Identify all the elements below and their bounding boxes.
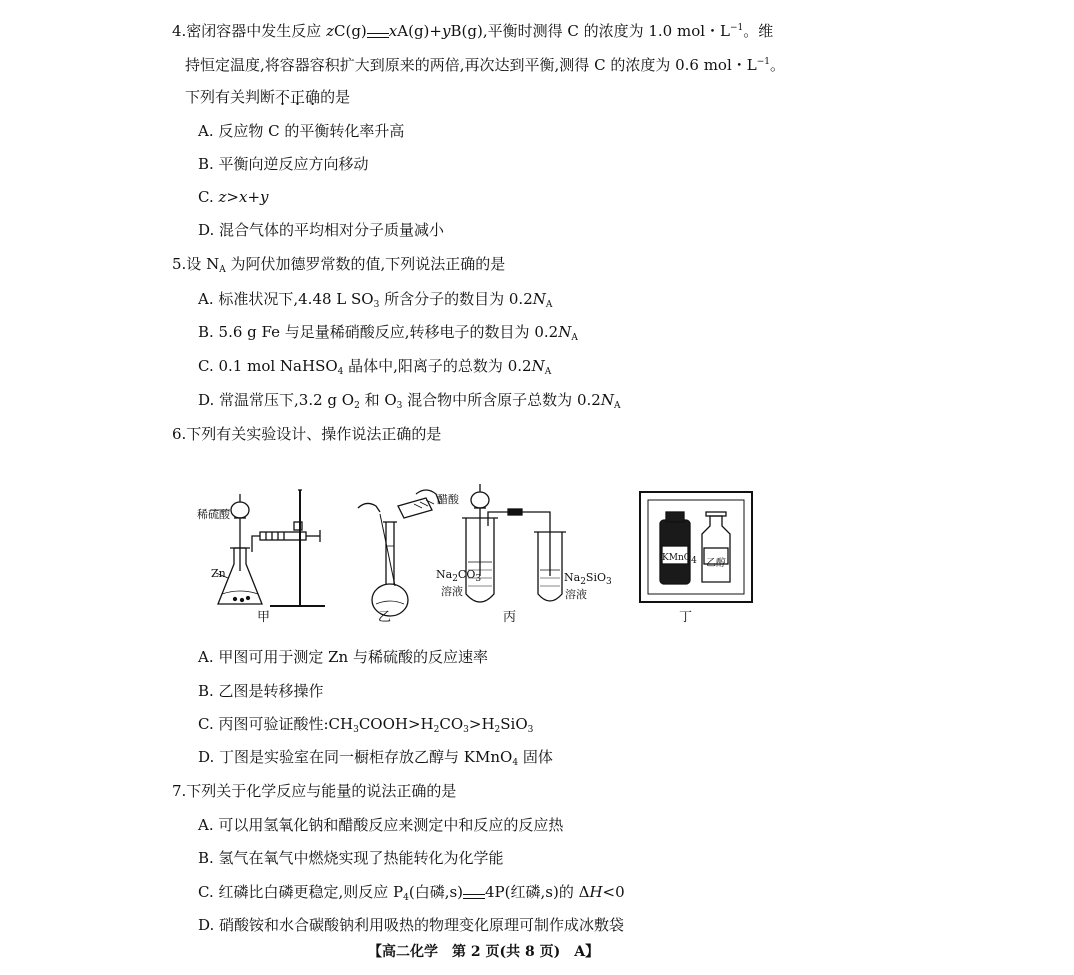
label-zn: Zn: [211, 567, 226, 580]
label-text: Na: [436, 568, 453, 581]
caption-yi: 乙: [378, 610, 392, 625]
q5-text: 5.设 N: [172, 255, 220, 273]
q7-stem: 7.下列关于化学反应与能量的说法正确的是: [172, 782, 457, 800]
subscript: 2: [494, 725, 501, 735]
apparatus-ding-icon: [640, 492, 752, 602]
subscript: 4: [691, 556, 697, 566]
label-acetic-acid: 醋酸: [437, 493, 459, 506]
q5-text: A. 标准状况下,4.48 L SO: [198, 290, 374, 308]
q4-option-c: [198, 187, 269, 207]
q6-option-c: [198, 714, 533, 740]
subscript: 3: [463, 725, 469, 735]
q4-option-d: D. 混合气体的平均相对分子质量减小: [198, 221, 445, 239]
label-text: CO: [457, 568, 476, 581]
subscript: A: [571, 333, 578, 343]
subscript: A: [219, 265, 226, 275]
emphasis-char: 正: [290, 88, 306, 106]
q6-stem: 6.下列有关实验设计、操作说法正确的是: [172, 425, 442, 443]
subscript: 4: [512, 758, 519, 768]
subscript: 4: [403, 893, 409, 903]
emphasis-char: 不: [275, 88, 291, 106]
reactant: C(g): [334, 22, 367, 40]
subscript: 4: [337, 367, 344, 377]
q5-option-b: [198, 322, 578, 348]
label-na2co3: [436, 568, 481, 584]
coef-x: x: [388, 22, 398, 40]
q5-text: D. 常温常压下,3.2 g O: [198, 391, 355, 409]
q7-text: 4P(红磷,s)的 Δ: [485, 883, 590, 901]
q6-text: CO: [439, 715, 464, 733]
q4-text: 。维: [743, 22, 774, 40]
label-ethanol: 乙醇: [706, 558, 726, 569]
gt-sign: >: [226, 188, 239, 206]
subscript: 2: [580, 577, 586, 587]
label-text: KMnO: [662, 553, 692, 563]
subscript: 3: [373, 300, 380, 310]
q5-option-a: [198, 289, 552, 315]
q6-option-b: B. 乙图是转移操作: [198, 682, 324, 700]
q7-option-d: D. 硝酸铵和水合碳酸钠利用吸热的物理变化原理可制作成冰敷袋: [198, 916, 625, 934]
q4-text: 下列有关判断: [185, 88, 276, 106]
caption-ding: 丁: [679, 610, 693, 625]
coef-z: z: [326, 22, 334, 40]
q7-text: (白磷,s): [408, 883, 464, 901]
q6-text: SiO: [500, 715, 528, 733]
q5-text: B. 5.6 g Fe 与足量稀硝酸反应,转移电子的数目为 0.2: [198, 323, 559, 341]
apparatus-bing-icon: [462, 484, 566, 602]
coef-x: x: [238, 188, 248, 206]
q5-text: 混合物中所含原子总数为 0.2: [402, 391, 601, 409]
q5-stem: [172, 254, 505, 280]
coef-z: z: [218, 188, 227, 206]
na-symbol: N: [558, 323, 572, 341]
caption-bing: 丙: [503, 610, 517, 625]
q4-text: 。: [770, 56, 786, 74]
label-text: Na: [564, 571, 581, 584]
q6-text: >H: [468, 715, 495, 733]
q6-text: COOH>H: [358, 715, 434, 733]
label-text: SiO: [585, 571, 606, 584]
na-symbol: N: [532, 290, 546, 308]
q4-stem: [185, 87, 350, 107]
q5-text: C. 0.1 mol NaHSO: [198, 357, 338, 375]
subscript: A: [545, 300, 553, 310]
label-kmno4: [662, 553, 697, 566]
q6-option-d: [198, 747, 553, 773]
q7-option-a: A. 可以用氢氧化钠和醋酸反应来测定中和反应的反应热: [198, 816, 564, 834]
enthalpy-symbol: H: [589, 883, 603, 901]
plus-sign: +: [247, 188, 261, 206]
q5-option-d: [198, 390, 620, 416]
q4-text: 持恒定温度,将容器容积扩大到原来的两倍,再次达到平衡,测得 C 的浓度为 0.6 mol・L: [185, 56, 757, 74]
na-symbol: N: [600, 391, 614, 409]
coef-y: y: [441, 22, 451, 40]
q6-text: C. 丙图可验证酸性:CH: [198, 715, 354, 733]
q4-line2: [185, 52, 785, 75]
q7-option-c: [198, 882, 625, 908]
na-symbol: N: [531, 357, 545, 375]
q7-text: C. 红磷比白磷更稳定,则反应 P: [198, 883, 404, 901]
q5-option-c: [198, 356, 551, 382]
q4-line1: [172, 18, 773, 41]
subscript: 2: [452, 574, 458, 584]
lab-apparatus-figure: [190, 476, 770, 626]
q4-text: 4.密闭容器中发生反应: [172, 22, 327, 40]
q7-option-b: B. 氢气在氧气中燃烧实现了热能转化为化学能: [198, 849, 504, 867]
q6-text: D. 丁图是实验室在同一橱柜存放乙醇与 KMnO: [198, 748, 513, 766]
caption-jia: 甲: [257, 610, 271, 625]
label-na2sio3: [564, 571, 612, 587]
q5-text: 晶体中,阳离子的总数为 0.2: [343, 357, 532, 375]
subscript: 3: [527, 725, 534, 735]
q6-text: 固体: [518, 748, 553, 766]
subscript: A: [544, 367, 552, 377]
subscript: 3: [353, 725, 359, 735]
subscript: 3: [606, 577, 612, 587]
q4-option-a: A. 反应物 C 的平衡转化率升高: [198, 122, 405, 140]
q6-option-a: A. 甲图可用于测定 Zn 与稀硫酸的反应速率: [198, 648, 488, 666]
q4-text: 的是: [320, 88, 351, 106]
subscript: 3: [396, 401, 403, 411]
label-solution-right: 溶液: [565, 588, 587, 601]
product-a: A(g)+: [397, 22, 442, 40]
superscript: −1: [756, 57, 771, 67]
q5-text: 所含分子的数目为 0.2: [379, 290, 533, 308]
subscript: 2: [354, 401, 360, 411]
q5-text: 为阿伏加德罗常数的值,下列说法正确的是: [225, 255, 506, 273]
subscript: 2: [433, 725, 440, 735]
coef-y: y: [260, 188, 269, 206]
emphasis-char: 确: [305, 88, 321, 106]
option-label: C.: [198, 188, 219, 206]
q5-text: 和 O: [359, 391, 397, 409]
q4-option-b: B. 平衡向逆反应方向移动: [198, 155, 369, 173]
subscript: 3: [475, 574, 482, 584]
q7-text: <0: [602, 883, 625, 901]
label-solution-left: 溶液: [441, 585, 463, 598]
apparatus-yi-icon: [358, 490, 440, 616]
label-dilute-sulfuric-acid: 稀硫酸: [197, 508, 230, 521]
superscript: −1: [730, 23, 744, 33]
q4-text: ,平衡时测得 C 的浓度为 1.0 mol・L: [482, 22, 730, 40]
subscript: A: [613, 401, 621, 411]
page-footer: 【高二化学 第 2 页(共 8 页) A】: [368, 944, 600, 960]
product-b: B(g): [450, 22, 483, 40]
